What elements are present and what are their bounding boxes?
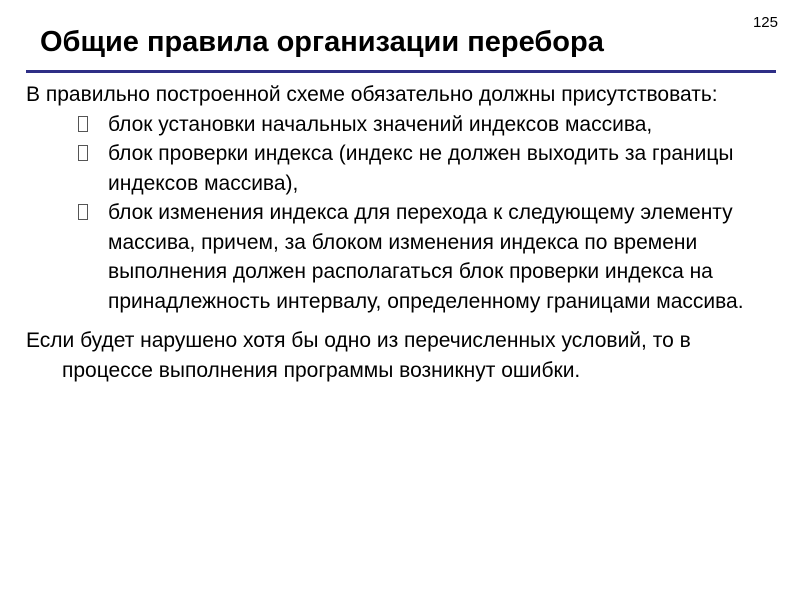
bullet-item bbox=[108, 198, 776, 316]
square-bullet-icon bbox=[78, 116, 88, 132]
slide-title: Общие правила организации перебора bbox=[40, 26, 604, 58]
bullet-text: блок проверки индекса (индекс не должен выходить за границы индексов массива), bbox=[108, 142, 734, 195]
bullet-item bbox=[108, 110, 776, 140]
square-bullet-icon bbox=[78, 145, 88, 161]
title-divider bbox=[26, 70, 776, 73]
page-number: 125 bbox=[752, 14, 778, 31]
intro-paragraph: В правильно построенной схеме обязательно должны присутствовать: bbox=[26, 83, 718, 106]
conclusion-paragraph: Если будет нарушено хотя бы одно из перечисленных условий, то в процессе выполнения программы возникнут ошибки. bbox=[26, 329, 691, 382]
square-bullet-icon bbox=[78, 204, 88, 220]
bullet-text: блок установки начальных значений индексов массива, bbox=[108, 112, 653, 136]
bullet-item bbox=[108, 139, 776, 198]
slide-content bbox=[26, 80, 776, 385]
bullet-text: блок изменения индекса для перехода к следующему элементу массива, причем, за блоком изменения индекса по времени выполнения должен располагаться блок проверки индекса на принадлежность интервалу, определенному границами массива. bbox=[108, 201, 744, 313]
bullet-list bbox=[26, 110, 776, 317]
